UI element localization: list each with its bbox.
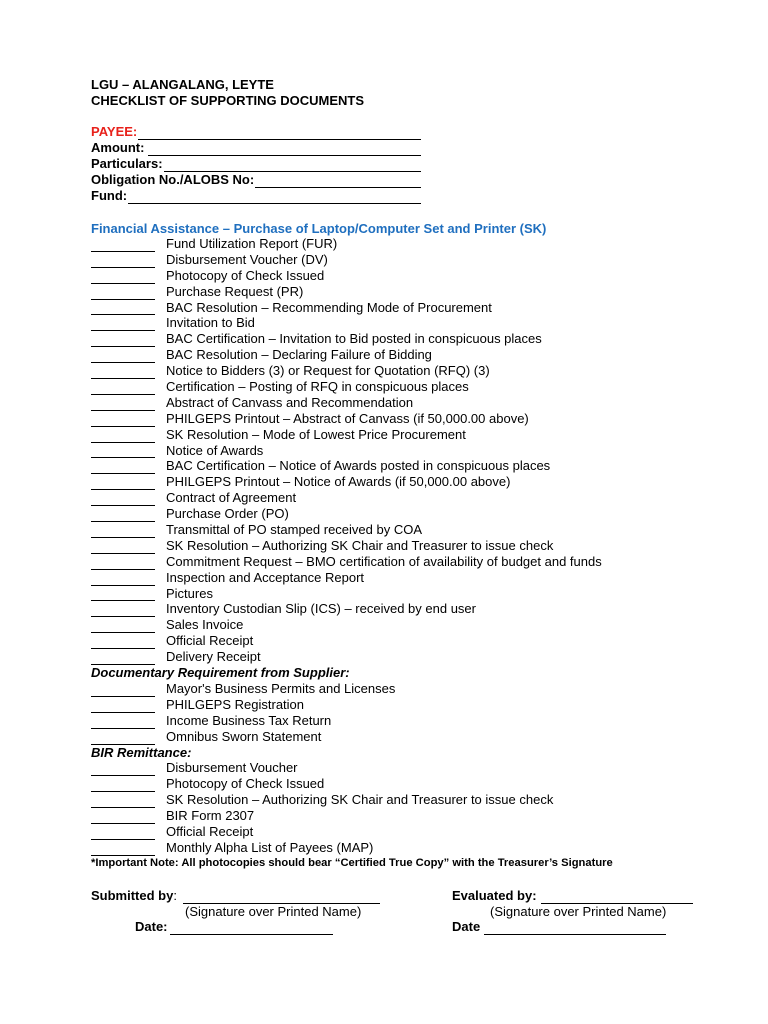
submitted-by-line[interactable] (183, 891, 380, 904)
checklist-item (91, 236, 731, 252)
obligation-label: Obligation No./ALOBS No: (91, 172, 255, 187)
checklist-item (91, 649, 731, 665)
checklist-item (91, 490, 731, 506)
checklist-item (91, 697, 731, 713)
important-note: *Important Note: All photocopies should bear “Certified True Copy” with the Treasurer’s Signature (91, 857, 613, 869)
check-blank-line[interactable] (91, 319, 155, 331)
check-blank-line[interactable] (91, 812, 155, 824)
checklist-item-label: Official Receipt (166, 823, 254, 839)
payee-fields (91, 124, 421, 204)
fund-field[interactable] (91, 188, 421, 204)
checklist-item-label: Transmittal of PO stamped received by COA (166, 522, 423, 538)
submitted-date-line[interactable] (170, 922, 333, 935)
checklist-item (91, 347, 731, 363)
checklist-item-label: Abstract of Canvass and Recommendation (166, 394, 414, 410)
checklist-item-label: Inspection and Acceptance Report (166, 569, 365, 585)
bir-heading: BIR Remittance: (91, 744, 192, 760)
checklist-item (91, 760, 731, 776)
obligation-field[interactable] (91, 172, 421, 188)
checklist-item (91, 538, 731, 554)
document-header (91, 77, 364, 109)
checklist-item-label: Notice to Bidders (3) or Request for Quotation (RFQ) (3) (166, 363, 490, 379)
checklist-item-label: BAC Resolution – Declaring Failure of Bidding (166, 347, 432, 363)
checklist (91, 236, 731, 856)
check-blank-line[interactable] (91, 415, 155, 427)
checklist-item-label: Inventory Custodian Slip (ICS) – received by end user (166, 601, 476, 617)
check-blank-line[interactable] (91, 796, 155, 808)
checklist-item-label: Purchase Order (PO) (166, 506, 289, 522)
checklist-item (91, 554, 731, 570)
fund-line[interactable] (128, 191, 421, 204)
particulars-field[interactable] (91, 156, 421, 172)
check-blank-line[interactable] (91, 589, 155, 601)
checklist-item (91, 458, 731, 474)
check-blank-line[interactable] (91, 605, 155, 617)
check-blank-line[interactable] (91, 717, 155, 729)
check-blank-line[interactable] (91, 510, 155, 522)
check-blank-line[interactable] (91, 733, 155, 745)
checklist-item (91, 840, 731, 856)
check-blank-line[interactable] (91, 653, 155, 665)
checklist-item-label: BAC Certification – Notice of Awards posted in conspicuous places (166, 458, 551, 474)
checklist-item-label: Sales Invoice (166, 617, 244, 633)
evaluated-by-caption: (Signature over Printed Name) (490, 904, 667, 919)
check-blank-line[interactable] (91, 272, 155, 284)
checklist-item (91, 522, 731, 538)
evaluated-by-label: Evaluated by: (452, 888, 537, 903)
submitted-date-row (135, 919, 333, 935)
header-title: CHECKLIST OF SUPPORTING DOCUMENTS (91, 93, 365, 108)
checklist-item (91, 284, 731, 300)
checklist-item (91, 713, 731, 729)
evaluated-date-row (452, 919, 666, 935)
checklist-item (91, 379, 731, 395)
check-blank-line[interactable] (91, 240, 155, 252)
checklist-item (91, 586, 731, 602)
section-title: Financial Assistance – Purchase of Laptop/Computer Set and Printer (SK) (91, 221, 547, 236)
payee-line[interactable] (138, 127, 421, 140)
checklist-item (91, 570, 731, 586)
supplier-checklist (91, 681, 731, 745)
checklist-item-label: PHILGEPS Registration (166, 696, 305, 712)
checklist-item (91, 633, 731, 649)
checklist-item (91, 681, 731, 697)
amount-line[interactable] (148, 143, 421, 156)
checklist-item (91, 411, 731, 427)
checklist-item-label: Pictures (166, 585, 213, 601)
checklist-item (91, 252, 731, 268)
obligation-line[interactable] (255, 175, 421, 188)
submitted-by-colon: : (173, 888, 177, 903)
evaluated-date-line[interactable] (484, 922, 666, 935)
submitted-by-label: Submitted by (91, 888, 174, 903)
submitted-by-block (91, 888, 380, 904)
check-blank-line[interactable] (91, 303, 155, 315)
header-lgu: LGU – ALANGALANG, LEYTE (91, 77, 274, 92)
check-blank-line[interactable] (91, 462, 155, 474)
checklist-item (91, 776, 731, 792)
checklist-item-label: SK Resolution – Authorizing SK Chair and Treasurer to issue check (166, 792, 554, 808)
particulars-label: Particulars: (91, 156, 163, 171)
particulars-line[interactable] (164, 159, 421, 172)
checklist-item (91, 427, 731, 443)
checklist-item (91, 474, 731, 490)
checklist-item-label: BAC Resolution – Recommending Mode of Procurement (166, 299, 492, 315)
checklist-item-label: Invitation to Bid (166, 315, 255, 331)
payee-field[interactable] (91, 124, 421, 140)
check-blank-line[interactable] (91, 685, 155, 697)
checklist-item-label: SK Resolution – Authorizing SK Chair and Treasurer to issue check (166, 537, 554, 553)
bir-checklist (91, 760, 731, 855)
checklist-item-label: Mayor's Business Permits and Licenses (166, 680, 396, 696)
evaluated-by-row (452, 888, 693, 904)
check-blank-line[interactable] (91, 637, 155, 649)
check-blank-line[interactable] (91, 256, 155, 268)
checklist-item (91, 729, 731, 745)
check-blank-line[interactable] (91, 526, 155, 538)
check-blank-line[interactable] (91, 701, 155, 713)
checklist-item (91, 824, 731, 840)
check-blank-line[interactable] (91, 764, 155, 776)
check-blank-line[interactable] (91, 494, 155, 506)
check-blank-line[interactable] (91, 288, 155, 300)
check-blank-line[interactable] (91, 383, 155, 395)
checklist-item-label: Delivery Receipt (166, 649, 261, 665)
checklist-item (91, 268, 731, 284)
check-blank-line[interactable] (91, 621, 155, 633)
checklist-item-label: PHILGEPS Printout – Abstract of Canvass (if 50,000.00 above) (166, 410, 529, 426)
check-blank-line[interactable] (91, 478, 155, 490)
checklist-item-label: PHILGEPS Printout – Notice of Awards (if 50,000.00 above) (166, 474, 511, 490)
checklist-item (91, 363, 731, 379)
fund-label: Fund: (91, 188, 128, 203)
check-blank-line[interactable] (91, 844, 155, 856)
check-blank-line[interactable] (91, 574, 155, 586)
check-blank-line[interactable] (91, 431, 155, 443)
checklist-item-label: Disbursement Voucher (DV) (166, 251, 328, 267)
check-blank-line[interactable] (91, 335, 155, 347)
main-checklist (91, 236, 731, 665)
check-blank-line[interactable] (91, 558, 155, 570)
checklist-item-label: Contract of Agreement (166, 490, 297, 506)
evaluated-date-label: Date (452, 919, 481, 934)
checklist-item (91, 395, 731, 411)
submitted-by-row (91, 888, 380, 904)
checklist-item (91, 315, 731, 331)
checklist-item-label: BIR Form 2307 (166, 808, 255, 824)
checklist-item-label: Income Business Tax Return (166, 712, 332, 728)
checklist-item-label: SK Resolution – Mode of Lowest Price Procurement (166, 426, 466, 442)
checklist-item (91, 617, 731, 633)
checklist-item (91, 300, 731, 316)
evaluated-by-line[interactable] (541, 891, 693, 904)
check-blank-line[interactable] (91, 542, 155, 554)
evaluated-by-block (452, 888, 693, 904)
supplier-heading: Documentary Requirement from Supplier: (91, 665, 350, 681)
checklist-item (91, 601, 731, 617)
checklist-item-label: Purchase Request (PR) (166, 283, 304, 299)
submitted-by-caption: (Signature over Printed Name) (185, 904, 362, 919)
check-blank-line[interactable] (91, 367, 155, 379)
check-blank-line[interactable] (91, 351, 155, 363)
checklist-item-label: Certification – Posting of RFQ in conspicuous places (166, 379, 469, 394)
payee-label: PAYEE: (91, 124, 138, 139)
checklist-item-label: Omnibus Sworn Statement (166, 728, 322, 744)
check-blank-line[interactable] (91, 780, 155, 792)
checklist-item-label: Fund Utilization Report (FUR) (166, 235, 338, 251)
checklist-item-label: Monthly Alpha List of Payees (MAP) (166, 839, 374, 855)
checklist-item-label: Disbursement Voucher (166, 760, 298, 776)
amount-label: Amount: (91, 140, 145, 155)
checklist-item (91, 792, 731, 808)
checklist-item-label: Commitment Request – BMO certification of availability of budget and funds (166, 553, 602, 569)
checklist-item-label: Notice of Awards (166, 442, 264, 458)
checklist-item (91, 506, 731, 522)
checklist-item-label: Photocopy of Check Issued (166, 267, 325, 283)
check-blank-line[interactable] (91, 828, 155, 840)
check-blank-line[interactable] (91, 399, 155, 411)
checklist-item (91, 331, 731, 347)
submitted-date-label: Date: (135, 919, 168, 934)
check-blank-line[interactable] (91, 446, 155, 458)
checklist-item-label: Official Receipt (166, 633, 254, 649)
amount-field[interactable] (91, 140, 421, 156)
checklist-item (91, 443, 731, 459)
checklist-item-label: BAC Certification – Invitation to Bid posted in conspicuous places (166, 331, 542, 347)
checklist-item-label: Photocopy of Check Issued (166, 776, 325, 792)
checklist-item (91, 808, 731, 824)
